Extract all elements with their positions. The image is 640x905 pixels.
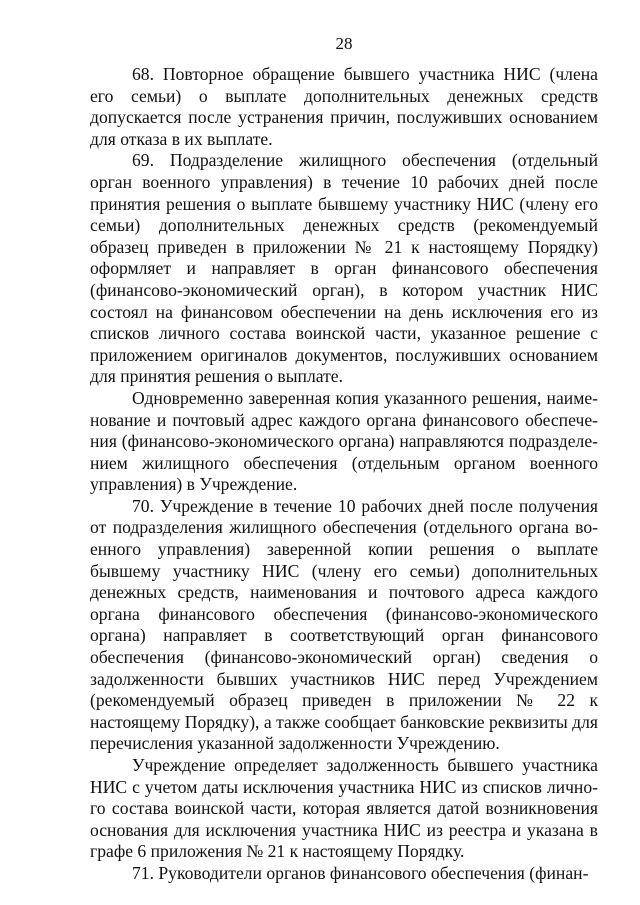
paragraph-70-continued: Учреждение определяет задолженность бывшего участника НИС с учетом даты исключения участника НИС из списков личного состава воинской части, которая является датой возникновения основания для исключения участника НИС из реестра и указана в графе 6 приложения № 21 к настоящему Порядку. <box>90 755 598 862</box>
paragraph-70: 70. Учреждение в течение 10 рабочих дней после получения от подразделения жилищного обеспечения (отдельного органа военного управления) заверенной копии решения о выплате бывшему участнику НИС (члену его семьи) дополнительных денежных средств, наименования и почтового адреса каждого органа финансового обеспечения (финансово-экономического органа) направляет в соответствующий орган финансового обеспечения (финансово-экономический орган) сведения о задолженности бывших участников НИС перед Учреждением (рекомендуемый образец приведен в приложении № 22 к настоящему Порядку), а также сообщает банковские реквизиты для перечисления указанной задолженности Учреждению. <box>90 495 598 754</box>
document-page <box>90 34 598 885</box>
paragraph-69: 69. Подразделение жилищного обеспечения (отдельный орган военного управления) в течение 10 рабочих дней после принятия решения о выплате бывшему участнику НИС (члену его семьи) дополнительных денежных средств (рекомендуемый образец приведен в приложении № 21 к настоящему Порядку) оформляет и направляет в орган финансового обеспечения (финансово-экономический орган), в котором участник НИС состоял на финансовом обеспечении на день исключения его из списков личного состава воинской части, указанное решение с приложением оригиналов документов, послуживших основанием для принятия решения о выплате. <box>90 150 598 387</box>
page-number: 28 <box>335 34 353 53</box>
paragraph-68: 68. Повторное обращение бывшего участника НИС (члена его семьи) о выплате дополнительных денежных средств допускается после устранения причин, послуживших основанием для отказа в их выплате. <box>90 64 598 149</box>
paragraph-69-continued: Одновременно заверенная копия указанного решения, наименование и почтовый адрес каждого органа финансового обеспечения (финансово-экономического органа) направляются подразделением жилищного обеспечения (отдельным органом военного управления) в Учреждение. <box>90 387 598 495</box>
paragraph-71: 71. Руководители органов финансового обеспечения (финан- <box>132 862 589 883</box>
